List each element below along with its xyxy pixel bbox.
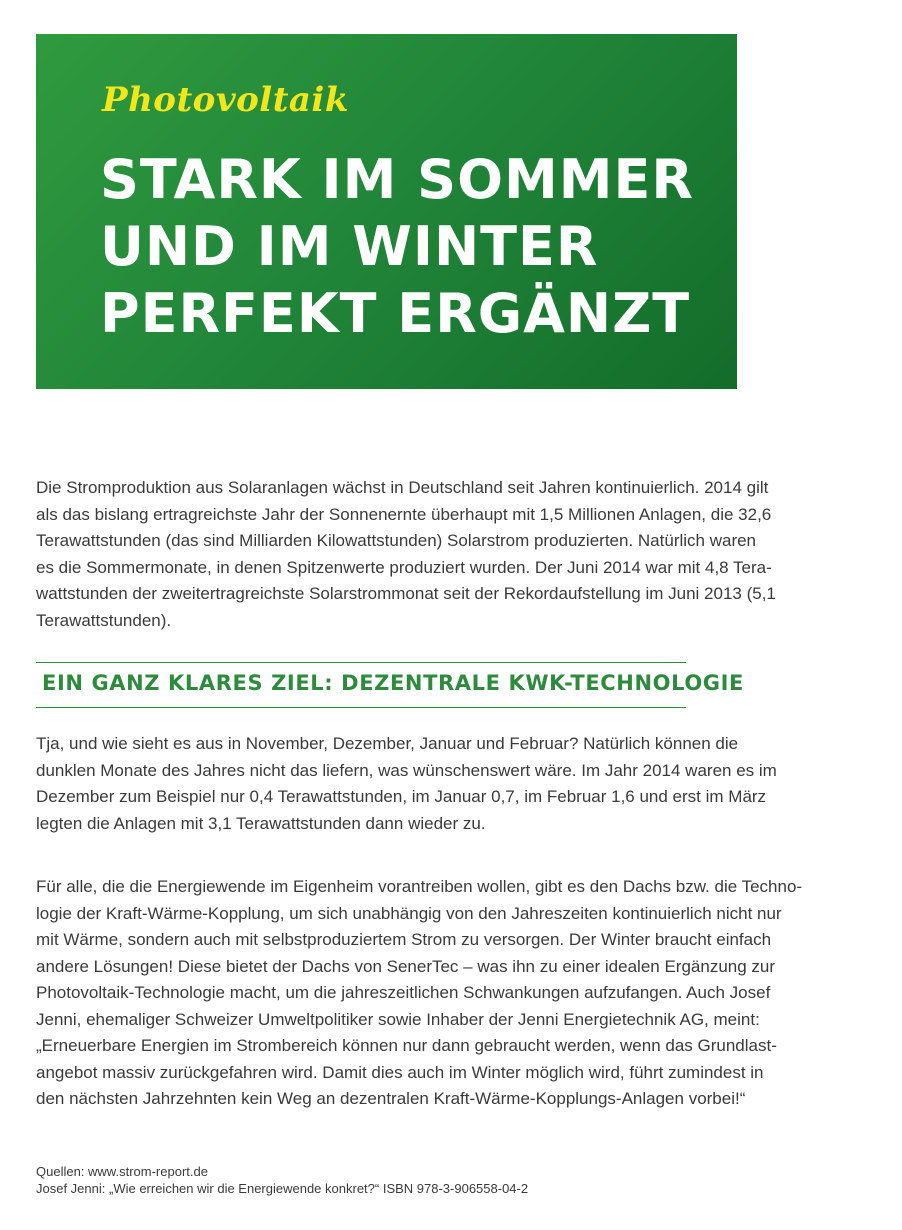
text-line: Dezember zum Beispiel nur 0,4 Terawattstunden, im Januar 0,7, im Februar 1,6 und erst im März — [36, 787, 767, 806]
text-line: mit Wärme, sondern auch mit selbstproduziertem Strom zu versorgen. Der Winter braucht einfach — [36, 930, 772, 949]
source-line: Quellen: www.strom-report.de — [36, 1164, 208, 1179]
text-line: Photovoltaik-Technologie macht, um die jahreszeitlichen Schwankungen aufzufangen. Auch Josef — [36, 983, 771, 1002]
hero-title — [100, 146, 694, 347]
text-line: andere Lösungen! Diese bietet der Dachs von SenerTec – was ihn zu einer idealen Ergänzung zur — [36, 956, 776, 976]
kwk-paragraph — [36, 874, 802, 1113]
hero-kicker: Photovoltaik — [102, 80, 349, 120]
text-line: legten die Anlagen mit 3,1 Terawattstunden dann wieder zu. — [36, 813, 486, 833]
hero-banner — [36, 34, 737, 389]
hero-title-line: PERFEKT ERGÄNZT — [100, 282, 691, 345]
text-line: Terawattstunden (das sind Milliarden Kilowattstunden) Solarstrom produzierten. Natürlich waren — [36, 531, 757, 550]
text-line: Für alle, die die Energiewende im Eigenheim vorantreiben wollen, gibt es den Dachs bzw. die Techno- — [36, 877, 803, 896]
intro-paragraph — [36, 475, 776, 634]
text-line: Tja, und wie sieht es aus in November, Dezember, Januar und Februar? Natürlich können die — [36, 734, 739, 753]
sources-footnote — [36, 1163, 528, 1197]
section-heading-box — [36, 662, 744, 708]
text-line: angebot massiv zurückgefahren wird. Damit dies auch im Winter möglich wird, führt zumindest in — [36, 1062, 764, 1082]
hero-title-line: UND IM WINTER — [100, 215, 599, 278]
winter-paragraph — [36, 731, 777, 837]
source-line: Josef Jenni: „Wie erreichen wir die Energiewende konkret?“ ISBN 978-3-906558-04-2 — [36, 1181, 529, 1196]
hero-title-line: STARK IM SOMMER — [100, 148, 694, 211]
text-line: den nächsten Jahrzehnten kein Weg an dezentralen Kraft-Wärme-Kopplungs-Anlagen vorbei!“ — [36, 1089, 746, 1108]
text-line: Die Stromproduktion aus Solaranlagen wächst in Deutschland seit Jahren kontinuierlich. 2014 gilt — [36, 478, 769, 497]
text-line: dunklen Monate des Jahres nicht das liefern, was wünschenswert wäre. Im Jahr 2014 waren es im — [36, 760, 777, 780]
text-line: es die Sommermonate, in denen Spitzenwerte produziert wurden. Der Juni 2014 war mit 4,8 Tera- — [36, 557, 772, 577]
text-line: Jenni, ehemaliger Schweizer Umweltpolitiker sowie Inhaber der Jenni Energietechnik AG, meint: — [36, 1009, 760, 1029]
text-line: logie der Kraft-Wärme-Kopplung, um sich unabhängig von den Jahreszeiten kontinuierlich nicht nur — [36, 903, 782, 923]
text-line: als das bislang ertragreichste Jahr der Sonnenernte überhaupt mit 1,5 Millionen Anlagen, die 32,6 — [36, 504, 772, 524]
text-line: wattstunden der zweitertragreichste Solarstrommonat seit der Rekordaufstellung im Juni 2013 (5,1 — [36, 584, 776, 603]
text-line: Terawattstunden). — [36, 610, 172, 630]
section-heading: EIN GANZ KLARES ZIEL: DEZENTRALE KWK-TECHNOLOGIE — [42, 671, 744, 695]
text-line: „Erneuerbare Energien im Strombereich können nur dann gebraucht werden, wenn das Grundlast- — [36, 1036, 777, 1055]
